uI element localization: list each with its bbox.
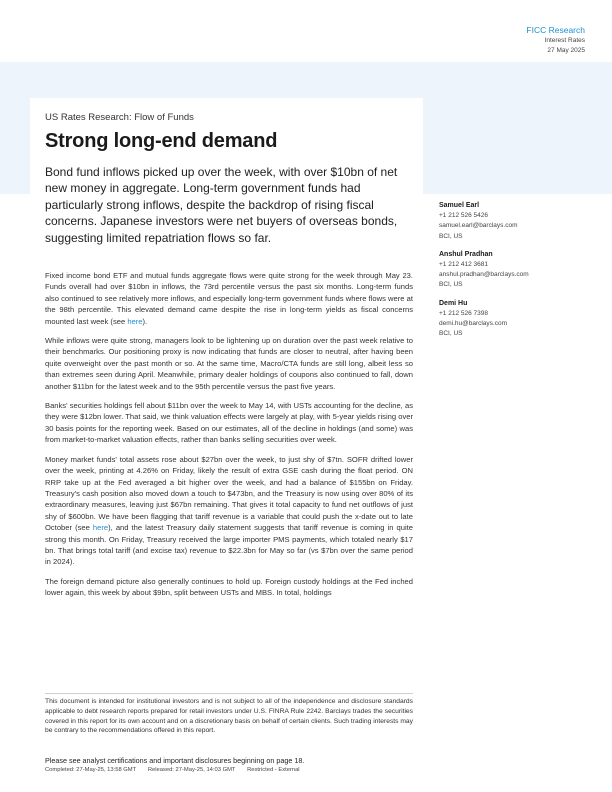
author-list [439, 201, 589, 347]
page-title: Strong long-end demand [45, 130, 278, 152]
analyst-certification-note: Please see analyst certifications and important disclosures beginning on page 18. [45, 756, 305, 765]
paragraph-foreign-demand: The foreign demand picture also generally continues to hold up. Foreign custody holdings at the Fed inched lower again, this week by about $9bn, split between USTs and MBS. In total, holdings [45, 576, 413, 598]
report-date: 27 May 2025 [547, 47, 585, 54]
division-name: FICC Research [526, 25, 585, 35]
paragraph-fund-flows: Fixed income bond ETF and mutual funds aggregate flows were quite strong for the week through May 23. Funds overall had over $10bn in inflows, the 73rd percentile versus the past six months. Long-term funds also continued to see relatively more inflows, and especially long-term government funds where flows were at the 98th percentile. This elevated demand came despite the rise in long-term yields as fiscal concerns mounted last week (see here). [45, 271, 413, 326]
author-email[interactable]: samuel.earl@barclays.com [439, 222, 518, 230]
paragraph-positioning: While inflows were quite strong, managers look to be lightening up on duration over the past week relative to their benchmarks. Our positioning proxy is now indicating that funds are closer to neutral, after having been quite overweight over the past month or so. At the same time, Macro/CTA funds are still long, albeit less so than extremes seen during April. Meanwhile, primary dealer holdings of coupons also continued to fall, down another $11bn for the latest week and to the 95th percentile versus the past five years. [45, 336, 413, 391]
classification-label: Restricted - External [247, 767, 300, 773]
here-link[interactable]: here [127, 316, 143, 326]
author-name: Anshul Pradhan [439, 250, 493, 258]
report-header [526, 24, 585, 56]
disclaimer-text: This document is intended for institutional investors and is not subject to all of the independence and disclosure standards applicable to debt research reports prepared for retail investors under U.S. FINRA Rule 2242. Barclays trades the securities covered in this report for its own account and on a discretionary basis on behalf of certain clients. Such trading interests may be contrary to the recommendations offered in this report. [45, 698, 413, 735]
here-link[interactable]: here [92, 523, 109, 533]
author-card [439, 250, 589, 291]
article-body [45, 270, 413, 607]
release-status [45, 767, 310, 773]
author-entity: BCI, US [439, 232, 463, 240]
paragraph-bank-holdings: Banks' securities holdings fell about $11bn over the week to May 14, with USTs accounting for the decline, as they were $12bn lower. That said, we think valuation effects were largely at play, with 5-year yields rising over 30 basis points for the reporting week. Based on our estimates, all of the decline in holdings (and some) was from market-to-market valuation effects, rather than banks selling securities over week. [45, 401, 413, 445]
author-name: Demi Hu [439, 299, 468, 307]
author-phone: +1 212 526 5426 [439, 212, 488, 220]
top-band [0, 0, 612, 62]
author-entity: BCI, US [439, 330, 463, 338]
footer-divider [45, 693, 413, 694]
paragraph-money-market: Money market funds' total assets rose about $27bn over the week, to just shy of $7tn. SOFR drifted lower over the week, printing at 4.26% on Friday, likely the result of extra GSE cash during the float period. ON RRP take up at the Fed averaged a bit higher over the week, and had a balance of $155bn on Friday. Treasury's cash position also moved down a touch to $473bn, and the Treasury is now using over 80% of its extraordinary measures, leaving just $67bn remaining. That gives it total capacity to fund net outflows of just shy of $600bn. We have been flagging that tariff revenue is a variable that could push the x-date out to late October (see here), and the latest Treasury daily statement suggests that tariff revenue is coming in quite strong this month. On Friday, Treasury received the large importer PMS payments, which totaled nearly $17 bn. That brings total tariff (and excise tax) revenue to $22.3bn for May so far (vs $7bn over the same period in 2024). [45, 454, 413, 567]
author-phone: +1 212 526 7398 [439, 309, 488, 317]
author-entity: BCI, US [439, 281, 463, 289]
section-label: US Rates Research: Flow of Funds [45, 112, 194, 123]
author-email[interactable]: anshul.pradhan@barclays.com [439, 271, 529, 279]
lede-summary: Bond fund inflows picked up over the week, with over $10bn of net new money in aggregate. Long-term government funds had particularly strong inflows, despite the backdrop of rising fiscal concerns. Japanese investors were net buyers of overseas bonds, suggesting limited repatriation flows so far. [45, 165, 398, 245]
author-card [439, 299, 589, 340]
released-time: Released: 27-May-25, 14:03 GMT [147, 767, 236, 773]
completed-time: Completed: 27-May-25, 13:58 GMT [45, 767, 137, 773]
sector-name: Interest Rates [544, 37, 585, 44]
author-email[interactable]: demi.hu@barclays.com [439, 320, 508, 328]
author-phone: +1 212 412 3681 [439, 261, 488, 269]
author-name: Samuel Earl [439, 202, 480, 209]
author-card [439, 201, 589, 242]
